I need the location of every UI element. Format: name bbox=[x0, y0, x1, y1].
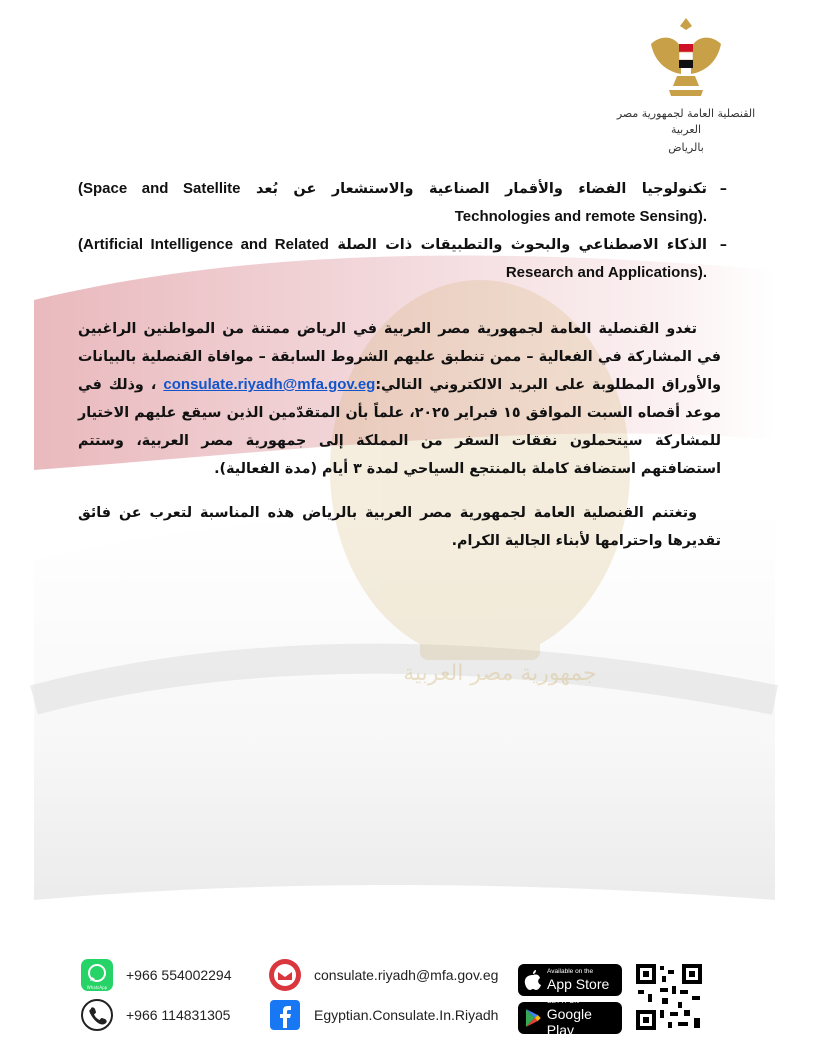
bullet-arabic: الذكاء الاصطناعي والبحوث والتطبيقات ذات الصلة bbox=[337, 237, 707, 253]
google-play-label: Google Play bbox=[546, 1006, 592, 1038]
whatsapp-icon bbox=[80, 958, 114, 992]
facebook-icon bbox=[268, 998, 302, 1032]
watermark-eagle-text: جمهورية مصر العربية bbox=[403, 661, 597, 686]
email-link[interactable]: consulate.riyadh@mfa.gov.eg bbox=[163, 376, 376, 393]
letterhead bbox=[606, 14, 766, 156]
participation-paragraph bbox=[78, 315, 721, 483]
bullet-artificial-intelligence bbox=[78, 231, 721, 287]
whatsapp-contact[interactable] bbox=[80, 958, 232, 992]
app-store-badge[interactable] bbox=[518, 964, 622, 996]
apple-icon bbox=[524, 970, 542, 990]
facebook-page: Egyptian.Consulate.In.Riyadh bbox=[314, 1007, 499, 1023]
whatsapp-number: +966 554002294 bbox=[126, 967, 232, 983]
whatsapp-label: WhatsApp bbox=[86, 985, 108, 990]
google-play-caption: GET IT ON bbox=[546, 998, 580, 1005]
footer-contacts bbox=[80, 958, 710, 1038]
eagle-emblem-icon bbox=[641, 14, 731, 104]
google-play-icon bbox=[524, 1008, 542, 1028]
email-address: consulate.riyadh@mfa.gov.eg bbox=[314, 967, 499, 983]
phone-number: +966 114831305 bbox=[126, 1007, 231, 1023]
bullet-english: (Space and Satellite Technologies and remote Sensing). bbox=[78, 180, 707, 225]
paragraph-text-before-email: تغدو القنصلية العامة لجمهورية مصر العربية في الرياض ممتنة من المواطنين الراغبين في المشاركة في الفعالية – ممن تنطبق عليهم الشروط السابقة – موافاة القنصلية بالبيانات والأوراق المطلوبة على البريد الالكتروني التالي: bbox=[78, 321, 721, 393]
bullet-arabic: تكنولوجيا الفضاء والأقمار الصناعية والاستشعار عن بُعد bbox=[255, 181, 707, 197]
consulate-name: القنصلية العامة لجمهورية مصر العربية bbox=[616, 107, 756, 136]
closing-paragraph: وتغتنم القنصلية العامة لجمهورية مصر العربية بالرياض هذه المناسبة لتعرب عن فائق تقديرها واحترامها لأبناء الجالية الكرام. bbox=[78, 505, 721, 549]
google-play-badge[interactable] bbox=[518, 998, 622, 1038]
phone-contact[interactable] bbox=[80, 998, 230, 1032]
mail-icon bbox=[268, 958, 302, 992]
consulate-city: بالرياض bbox=[668, 141, 704, 154]
email-contact[interactable] bbox=[268, 958, 498, 992]
app-store-label: App Store bbox=[547, 976, 610, 992]
bullet-english: (Artificial Intelligence and Related Research and Applications). bbox=[78, 236, 707, 281]
letter-body bbox=[78, 175, 721, 555]
facebook-contact[interactable] bbox=[268, 998, 498, 1032]
bullet-space-technology bbox=[78, 175, 721, 231]
phone-icon bbox=[80, 998, 114, 1032]
qr-code-icon[interactable] bbox=[634, 962, 704, 1032]
app-store-caption: Available on the bbox=[547, 968, 594, 975]
paragraph-text-after-email: ، وذلك في موعد أقصاه السبت الموافق ١٥ فبراير ٢٠٢٥، علماً بأن المتقدّمين الذين سيقع عليهم الاختيار للمشاركة سيتحملون نفقات السفر من المملكة إلى جمهورية مصر العربية، وستتم استضافتهم استضافة كاملة بالمنتجع السياحي لمدة ٣ أيام (مدة الفعالية). bbox=[78, 377, 721, 477]
